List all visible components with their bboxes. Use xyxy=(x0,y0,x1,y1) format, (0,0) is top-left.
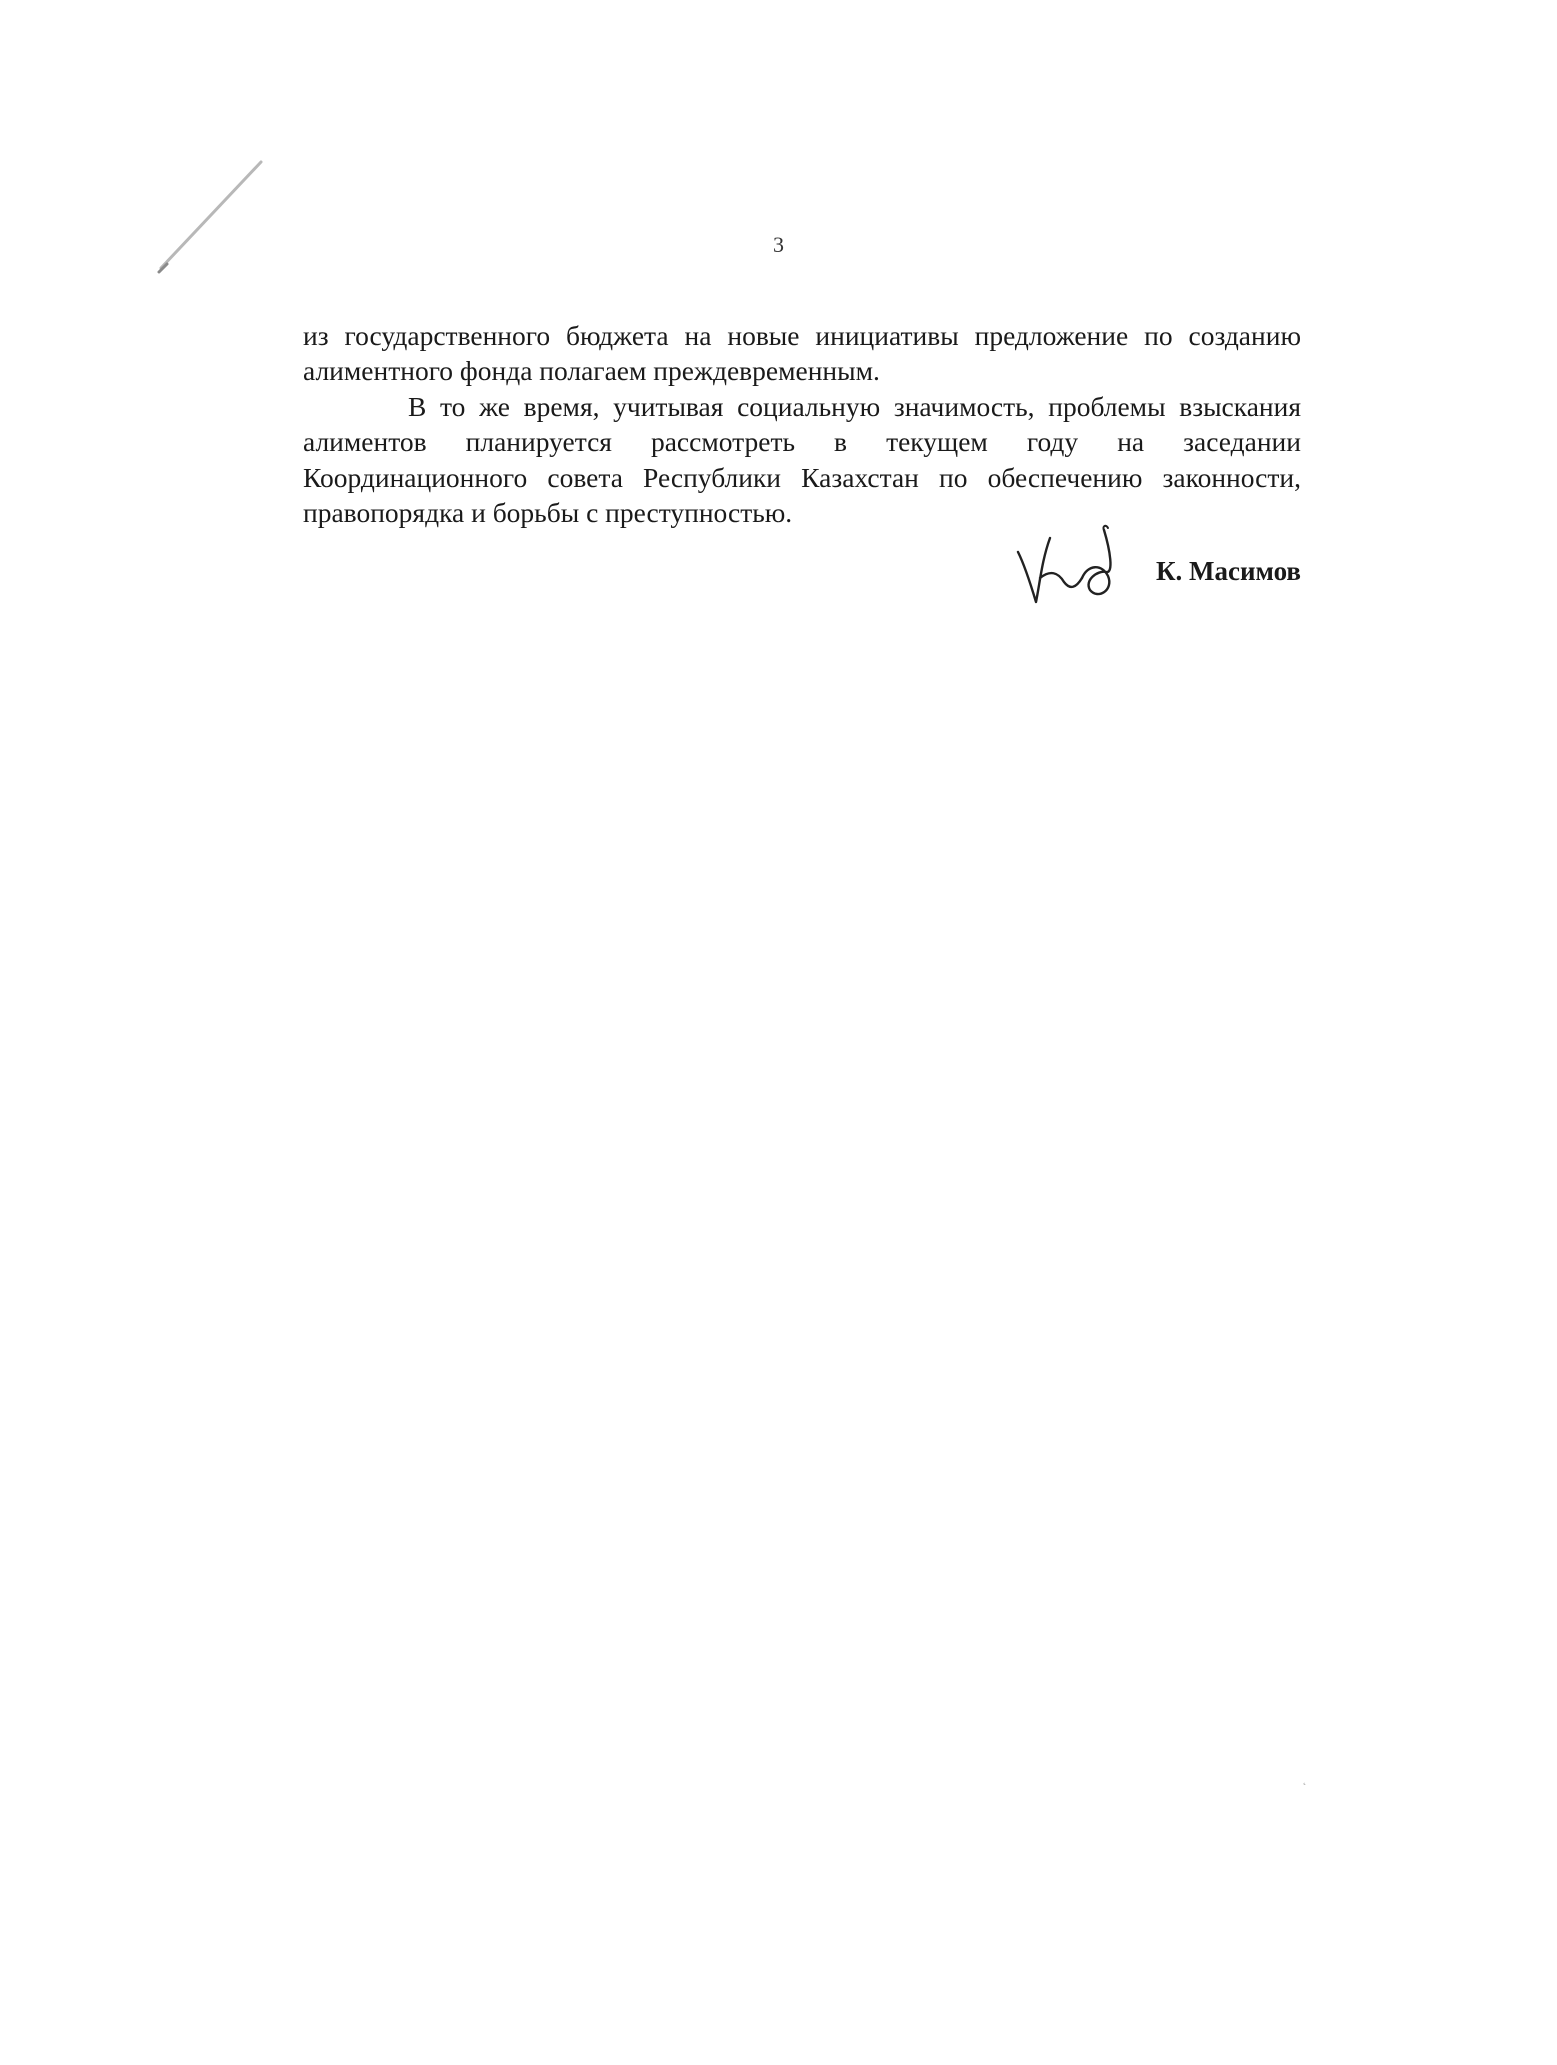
paragraph-1: из государственного бюджета на новые инициативы предложение по созданию алиментного фонда полагаем преждевременным. xyxy=(303,320,1301,387)
scan-speck: ˛ xyxy=(1303,1775,1307,1786)
body-text xyxy=(303,318,1301,531)
signer-name: К. Масимов xyxy=(1155,556,1301,586)
scan-pen-stroke xyxy=(155,160,275,280)
handwritten-signature xyxy=(1010,520,1140,610)
paragraph-2: В то же время, учитывая социальную значимость, проблемы взыскания алиментов планируется рассмотреть в текущем году на заседании Координационного совета Республики Казахстан по обеспечению законности, правопорядка и борьбы с преступностью. xyxy=(303,390,1301,529)
signature-block xyxy=(1010,520,1301,610)
page-number: 3 xyxy=(773,232,784,257)
